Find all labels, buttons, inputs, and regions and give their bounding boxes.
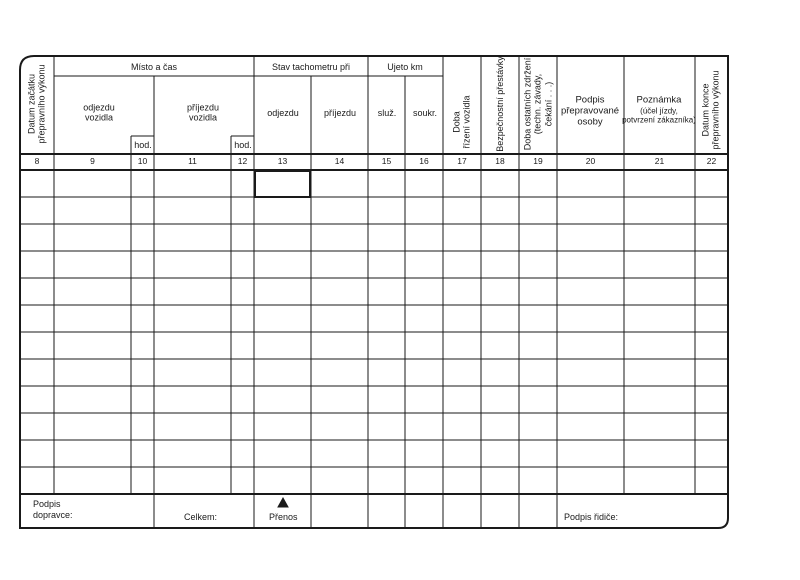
table-cell-col-16[interactable] bbox=[405, 278, 443, 305]
table-cell-col-8[interactable] bbox=[20, 440, 54, 467]
table-cell-col-15[interactable] bbox=[368, 197, 405, 224]
table-cell-col-22[interactable] bbox=[695, 224, 728, 251]
table-cell-col-17[interactable] bbox=[443, 467, 481, 494]
table-cell-col-10[interactable] bbox=[131, 197, 154, 224]
prenos-label: Přenos bbox=[269, 512, 298, 522]
table-cell-col-8[interactable] bbox=[20, 251, 54, 278]
table-cell-col-18[interactable] bbox=[481, 251, 519, 278]
table-cell-col-11[interactable] bbox=[154, 224, 231, 251]
table-cell-col-11[interactable] bbox=[154, 170, 231, 197]
selected-cell[interactable] bbox=[254, 170, 311, 198]
table-cell-col-11[interactable] bbox=[154, 305, 231, 332]
podpis-ridice-field[interactable] bbox=[557, 494, 728, 528]
table-cell-col-19[interactable] bbox=[519, 332, 557, 359]
table-cell-col-8[interactable] bbox=[20, 332, 54, 359]
table-cell-col-17[interactable] bbox=[443, 386, 481, 413]
table-cell-col-22[interactable] bbox=[695, 197, 728, 224]
column-number-15: 15 bbox=[381, 156, 392, 167]
table-cell-col-19[interactable] bbox=[519, 440, 557, 467]
table-cell-col-12[interactable] bbox=[231, 305, 254, 332]
table-cell-col-10[interactable] bbox=[131, 332, 154, 359]
table-cell-col-9[interactable] bbox=[54, 170, 131, 197]
table-cell-col-15[interactable] bbox=[368, 359, 405, 386]
col16-header: soukr. bbox=[412, 107, 438, 118]
table-cell-col-18[interactable] bbox=[481, 359, 519, 386]
column-number-18: 18 bbox=[495, 156, 505, 167]
table-cell-col-14[interactable] bbox=[311, 359, 368, 386]
table-cell-col-18[interactable] bbox=[481, 305, 519, 332]
column-number-16: 16 bbox=[419, 156, 429, 167]
table-cell-col-12[interactable] bbox=[231, 224, 254, 251]
col14-header: příjezdu bbox=[323, 107, 357, 118]
table-cell-col-12[interactable] bbox=[231, 440, 254, 467]
table-cell-col-8[interactable] bbox=[20, 359, 54, 386]
table-cell-col-15[interactable] bbox=[368, 332, 405, 359]
table-cell-col-15[interactable] bbox=[368, 386, 405, 413]
table-cell-col-9[interactable] bbox=[54, 197, 131, 224]
table-cell-col-21[interactable] bbox=[624, 197, 695, 224]
table-cell-col-18[interactable] bbox=[481, 224, 519, 251]
table-cell-col-19[interactable] bbox=[519, 278, 557, 305]
table-cell-col-14[interactable] bbox=[311, 332, 368, 359]
celkem-label: Celkem: bbox=[184, 512, 218, 522]
podpis-dopravce-label: Podpis dopravce: bbox=[33, 499, 73, 520]
table-cell-col-12[interactable] bbox=[231, 467, 254, 494]
column-number-19: 19 bbox=[533, 156, 543, 167]
table-cell-col-8[interactable] bbox=[20, 170, 54, 197]
table-cell-col-17[interactable] bbox=[443, 278, 481, 305]
table-cell-col-17[interactable] bbox=[443, 440, 481, 467]
table-cell-col-13[interactable] bbox=[254, 305, 311, 332]
table-cell-col-16[interactable] bbox=[405, 413, 443, 440]
col11-header: příjezdu vozidla bbox=[186, 102, 220, 123]
column-number-17: 17 bbox=[457, 156, 467, 167]
table-cell-col-22[interactable] bbox=[695, 413, 728, 440]
table-cell-col-8[interactable] bbox=[20, 413, 54, 440]
col13-header: odjezdu bbox=[267, 107, 299, 118]
table-cell-col-21[interactable] bbox=[624, 440, 695, 467]
table-cell-col-19[interactable] bbox=[519, 170, 557, 197]
group-stav-tachometru: Stav tachometru při bbox=[271, 61, 351, 72]
table-cell-col-15[interactable] bbox=[368, 278, 405, 305]
table-cell-col-12[interactable] bbox=[231, 413, 254, 440]
table-cell-col-15[interactable] bbox=[368, 440, 405, 467]
table-cell-col-20[interactable] bbox=[557, 224, 624, 251]
column-number-11: 11 bbox=[188, 156, 197, 167]
table-cell-col-12[interactable] bbox=[231, 251, 254, 278]
table-cell-col-8[interactable] bbox=[20, 305, 54, 332]
table-cell-col-18[interactable] bbox=[481, 413, 519, 440]
table-cell-col-20[interactable] bbox=[557, 251, 624, 278]
table-cell-col-11[interactable] bbox=[154, 278, 231, 305]
table-cell-col-13[interactable] bbox=[254, 467, 311, 494]
table-cell-col-9[interactable] bbox=[54, 251, 131, 278]
table-cell-col-20[interactable] bbox=[557, 359, 624, 386]
column-number-14: 14 bbox=[334, 156, 345, 167]
table-cell-col-9[interactable] bbox=[54, 413, 131, 440]
table-cell-col-16[interactable] bbox=[405, 359, 443, 386]
group-ujeto-km: Ujeto km bbox=[387, 61, 423, 72]
table-cell-col-10[interactable] bbox=[131, 440, 154, 467]
col20-header: Podpis přepravované osoby bbox=[560, 94, 620, 128]
table-cell-col-11[interactable] bbox=[154, 251, 231, 278]
table-cell-col-15[interactable] bbox=[368, 305, 405, 332]
table-cell-col-22[interactable] bbox=[695, 170, 728, 197]
table-cell-col-13[interactable] bbox=[254, 224, 311, 251]
table-cell-col-11[interactable] bbox=[154, 197, 231, 224]
table-cell-col-18[interactable] bbox=[481, 332, 519, 359]
table-cell-col-16[interactable] bbox=[405, 197, 443, 224]
table-cell-col-12[interactable] bbox=[231, 278, 254, 305]
table-cell-col-20[interactable] bbox=[557, 170, 624, 197]
table-cell-col-17[interactable] bbox=[443, 305, 481, 332]
table-cell-col-21[interactable] bbox=[624, 332, 695, 359]
table-cell-col-10[interactable] bbox=[131, 224, 154, 251]
table-cell-col-13[interactable] bbox=[254, 278, 311, 305]
table-cell-col-9[interactable] bbox=[54, 440, 131, 467]
table-cell-col-15[interactable] bbox=[368, 413, 405, 440]
table-cell-col-13[interactable] bbox=[254, 440, 311, 467]
table-cell-col-19[interactable] bbox=[519, 386, 557, 413]
table-cell-col-14[interactable] bbox=[311, 224, 368, 251]
table-cell-col-10[interactable] bbox=[131, 278, 154, 305]
col9-header: odjezdu vozidla bbox=[83, 102, 115, 123]
col18-header: Bezpečnostní přestávky bbox=[494, 56, 505, 152]
table-cell-col-21[interactable] bbox=[624, 224, 695, 251]
table-cell-col-14[interactable] bbox=[311, 170, 368, 197]
table-cell-col-22[interactable] bbox=[695, 386, 728, 413]
table-cell-col-8[interactable] bbox=[20, 224, 54, 251]
table-cell-col-10[interactable] bbox=[131, 170, 154, 197]
column-number-20: 20 bbox=[585, 156, 596, 167]
col21-header: Poznámka (účel jízdy, potvrzení zákazníka) bbox=[622, 94, 696, 125]
table-cell-col-13[interactable] bbox=[254, 413, 311, 440]
table-cell-col-17[interactable] bbox=[443, 224, 481, 251]
table-cell-col-12[interactable] bbox=[231, 197, 254, 224]
table-cell-col-13[interactable] bbox=[254, 386, 311, 413]
table-cell-col-15[interactable] bbox=[368, 170, 405, 197]
table-cell-col-20[interactable] bbox=[557, 332, 624, 359]
table-cell-col-9[interactable] bbox=[54, 305, 131, 332]
column-number-9: 9 bbox=[90, 156, 95, 167]
table-cell-col-21[interactable] bbox=[624, 359, 695, 386]
table-cell-col-16[interactable] bbox=[405, 170, 443, 197]
table-cell-col-14[interactable] bbox=[311, 467, 368, 494]
table-cell-col-10[interactable] bbox=[131, 359, 154, 386]
table-cell-col-22[interactable] bbox=[695, 278, 728, 305]
table-cell-col-18[interactable] bbox=[481, 440, 519, 467]
table-cell-col-19[interactable] bbox=[519, 305, 557, 332]
table-cell-col-12[interactable] bbox=[231, 386, 254, 413]
table-cell-col-15[interactable] bbox=[368, 251, 405, 278]
table-cell-col-17[interactable] bbox=[443, 170, 481, 197]
table-cell-col-17[interactable] bbox=[443, 332, 481, 359]
table-cell-col-18[interactable] bbox=[481, 278, 519, 305]
table-cell-col-17[interactable] bbox=[443, 359, 481, 386]
table-cell-col-13[interactable] bbox=[254, 251, 311, 278]
table-cell-col-20[interactable] bbox=[557, 440, 624, 467]
table-cell-col-12[interactable] bbox=[231, 359, 254, 386]
table-cell-col-11[interactable] bbox=[154, 467, 231, 494]
table-cell-col-20[interactable] bbox=[557, 278, 624, 305]
table-cell-col-21[interactable] bbox=[624, 170, 695, 197]
table-cell-col-11[interactable] bbox=[154, 332, 231, 359]
col17-header: Doba řízení vozidla bbox=[451, 95, 472, 149]
table-cell-col-12[interactable] bbox=[231, 170, 254, 197]
table-cell-col-10[interactable] bbox=[131, 386, 154, 413]
col22-header: Datum konce přepravního výkonu bbox=[700, 70, 721, 150]
table-cell-col-12[interactable] bbox=[231, 332, 254, 359]
table-cell-col-20[interactable] bbox=[557, 305, 624, 332]
col19-header: Doba ostatních zdržení (techn. závady, čekání . . .) bbox=[522, 57, 554, 151]
table-cell-col-9[interactable] bbox=[54, 278, 131, 305]
column-number-10: 10 bbox=[137, 156, 148, 167]
table-cell-col-19[interactable] bbox=[519, 251, 557, 278]
col8-header: Datum začátku přepravního výkonu bbox=[26, 64, 47, 144]
table-cell-col-13[interactable] bbox=[254, 332, 311, 359]
table-cell-col-18[interactable] bbox=[481, 467, 519, 494]
table-cell-col-20[interactable] bbox=[557, 467, 624, 494]
table-cell-col-11[interactable] bbox=[154, 413, 231, 440]
table-cell-col-19[interactable] bbox=[519, 467, 557, 494]
triangle-up-icon bbox=[278, 498, 288, 507]
table-cell-col-19[interactable] bbox=[519, 197, 557, 224]
table-cell-col-21[interactable] bbox=[624, 278, 695, 305]
table-cell-col-20[interactable] bbox=[557, 386, 624, 413]
column-number-12: 12 bbox=[237, 156, 248, 167]
table-cell-col-9[interactable] bbox=[54, 467, 131, 494]
table-cell-col-14[interactable] bbox=[311, 251, 368, 278]
table-cell-col-22[interactable] bbox=[695, 467, 728, 494]
table-cell-col-16[interactable] bbox=[405, 251, 443, 278]
table-cell-col-16[interactable] bbox=[405, 224, 443, 251]
podpis-ridice-label: Podpis řidiče: bbox=[564, 512, 619, 522]
table-cell-col-8[interactable] bbox=[20, 197, 54, 224]
table-cell-col-10[interactable] bbox=[131, 467, 154, 494]
table-cell-col-14[interactable] bbox=[311, 440, 368, 467]
table-cell-col-22[interactable] bbox=[695, 440, 728, 467]
table-cell-col-13[interactable] bbox=[254, 197, 311, 224]
table-cell-col-14[interactable] bbox=[311, 278, 368, 305]
table-cell-col-19[interactable] bbox=[519, 413, 557, 440]
table-cell-col-16[interactable] bbox=[405, 332, 443, 359]
table-cell-col-9[interactable] bbox=[54, 386, 131, 413]
table-cell-col-9[interactable] bbox=[54, 332, 131, 359]
column-number-13: 13 bbox=[277, 156, 288, 167]
table-cell-col-8[interactable] bbox=[20, 467, 54, 494]
col10-hod: hod. bbox=[134, 139, 152, 150]
table-cell-col-15[interactable] bbox=[368, 224, 405, 251]
table-cell-col-17[interactable] bbox=[443, 197, 481, 224]
table-cell-col-9[interactable] bbox=[54, 359, 131, 386]
table-cell-col-16[interactable] bbox=[405, 386, 443, 413]
table-cell-col-15[interactable] bbox=[368, 467, 405, 494]
table-cell-col-21[interactable] bbox=[624, 305, 695, 332]
table-cell-col-10[interactable] bbox=[131, 413, 154, 440]
table-cell-col-14[interactable] bbox=[311, 197, 368, 224]
table-cell-col-17[interactable] bbox=[443, 251, 481, 278]
table-cell-col-21[interactable] bbox=[624, 413, 695, 440]
table-cell-col-14[interactable] bbox=[311, 413, 368, 440]
table-cell-col-11[interactable] bbox=[154, 440, 231, 467]
table-cell-col-17[interactable] bbox=[443, 413, 481, 440]
table-cell-col-18[interactable] bbox=[481, 386, 519, 413]
table-cell-col-14[interactable] bbox=[311, 305, 368, 332]
column-number-22: 22 bbox=[706, 156, 717, 167]
table-cell-col-18[interactable] bbox=[481, 197, 519, 224]
column-number-8: 8 bbox=[34, 156, 40, 167]
col12-hod: hod. bbox=[234, 139, 252, 150]
table-cell-col-10[interactable] bbox=[131, 251, 154, 278]
col15-header: služ. bbox=[377, 107, 397, 118]
table-cell-col-22[interactable] bbox=[695, 359, 728, 386]
table-cell-col-20[interactable] bbox=[557, 197, 624, 224]
table-cell-col-21[interactable] bbox=[624, 467, 695, 494]
table-cell-col-20[interactable] bbox=[557, 413, 624, 440]
podpis-dopravce-field[interactable] bbox=[20, 494, 154, 528]
table-cell-col-14[interactable] bbox=[311, 386, 368, 413]
table-cell-col-11[interactable] bbox=[154, 359, 231, 386]
table-cell-col-16[interactable] bbox=[405, 305, 443, 332]
table-cell-col-10[interactable] bbox=[131, 305, 154, 332]
table-cell-col-16[interactable] bbox=[405, 440, 443, 467]
table-cell-col-9[interactable] bbox=[54, 224, 131, 251]
column-number-21: 21 bbox=[654, 156, 665, 167]
table-cell-col-16[interactable] bbox=[405, 467, 443, 494]
table-cell-col-11[interactable] bbox=[154, 386, 231, 413]
table-cell-col-22[interactable] bbox=[695, 332, 728, 359]
table-cell-col-8[interactable] bbox=[20, 386, 54, 413]
table-cell-col-19[interactable] bbox=[519, 359, 557, 386]
table-cell-col-19[interactable] bbox=[519, 224, 557, 251]
table-cell-col-21[interactable] bbox=[624, 386, 695, 413]
table-cell-col-13[interactable] bbox=[254, 359, 311, 386]
table-cell-col-22[interactable] bbox=[695, 251, 728, 278]
table-cell-col-21[interactable] bbox=[624, 251, 695, 278]
table-cell-col-8[interactable] bbox=[20, 278, 54, 305]
table-cell-col-22[interactable] bbox=[695, 305, 728, 332]
table-cell-col-18[interactable] bbox=[481, 170, 519, 197]
group-misto-a-cas: Místo a čas bbox=[130, 61, 178, 72]
celkem-field[interactable] bbox=[154, 494, 254, 528]
